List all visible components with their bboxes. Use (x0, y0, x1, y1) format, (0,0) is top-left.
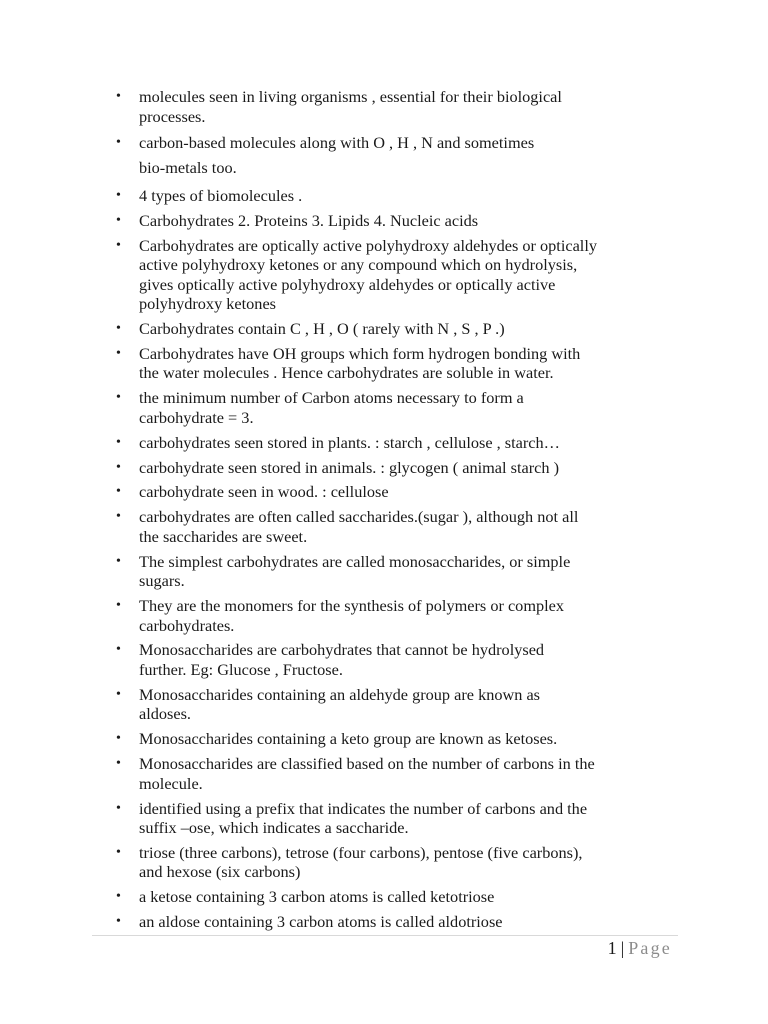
footer-divider (92, 935, 678, 936)
bullet-item: • triose (three carbons), tetrose (four carbons), pentose (five carbons), and hexose (six carbons) (116, 843, 676, 882)
bullet-item: • Carbohydrates 2. Proteins 3. Lipids 4. Nucleic acids (116, 211, 676, 231)
bullet-item: • carbohydrates are often called saccharides.(sugar ), although not all the saccharides are sweet. (116, 507, 676, 546)
bullet-item: • Carbohydrates contain C , H , O ( rarely with N , S , P .) (116, 319, 676, 339)
bullet-item: • carbon-based molecules along with O , H , N and sometimes bio-metals too. (116, 131, 676, 180)
bullet-item: • Monosaccharides are classified based on the number of carbons in the molecule. (116, 754, 676, 793)
bullet-item: • Carbohydrates have OH groups which form hydrogen bonding with the water molecules . Hence carbohydrates are soluble in water. (116, 344, 676, 383)
bullet-item: • They are the monomers for the synthesis of polymers or complex carbohydrates. (116, 596, 676, 635)
page-number: 1 (607, 938, 617, 958)
page-label: Page (628, 938, 672, 958)
bullet-item: • carbohydrates seen stored in plants. : starch , cellulose , starch… (116, 433, 676, 453)
bullet-item: • The simplest carbohydrates are called monosaccharides, or simple sugars. (116, 552, 676, 591)
bullet-list (116, 87, 676, 937)
bullet-item: • the minimum number of Carbon atoms necessary to form a carbohydrate = 3. (116, 388, 676, 427)
bullet-item: • molecules seen in living organisms , essential for their biological processes. (116, 87, 676, 126)
bullet-item: • Monosaccharides are carbohydrates that cannot be hydrolysed further. Eg: Glucose , Fructose. (116, 640, 676, 679)
page-footer (608, 936, 672, 960)
bullet-item: • an aldose containing 3 carbon atoms is called aldotriose (116, 912, 676, 932)
bullet-item: • a ketose containing 3 carbon atoms is called ketotriose (116, 887, 676, 907)
bullet-item: • carbohydrate seen stored in animals. : glycogen ( animal starch ) (116, 458, 676, 478)
bullet-item: • Monosaccharides containing an aldehyde group are known as aldoses. (116, 685, 676, 724)
bullet-item: • Monosaccharides containing a keto group are known as ketoses. (116, 729, 676, 749)
bullet-item: • carbohydrate seen in wood. : cellulose (116, 482, 676, 502)
bullet-item: • Carbohydrates are optically active polyhydroxy aldehydes or optically active polyhydroxy ketones or any compound which on hydrolysis, gives optically active polyhydroxy aldehydes or optically active polyhydroxy ketones (116, 236, 676, 314)
bullet-item: • identified using a prefix that indicates the number of carbons and the suffix –ose, which indicates a saccharide. (116, 799, 676, 838)
footer-separator: | (620, 938, 625, 958)
bullet-item: • 4 types of biomolecules . (116, 186, 676, 206)
